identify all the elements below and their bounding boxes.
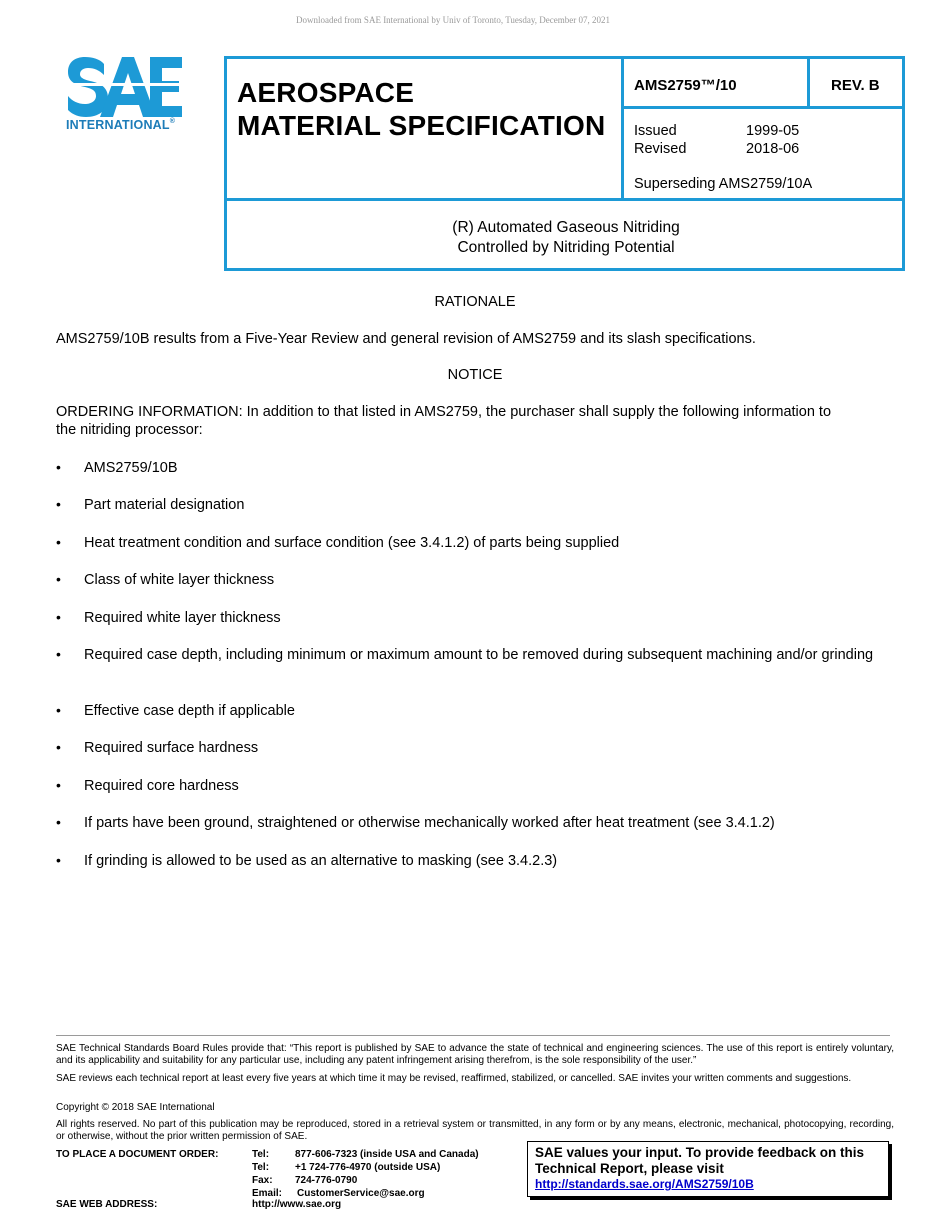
tel-value[interactable]: +1 724-776-4970 (outside USA) bbox=[295, 1162, 441, 1173]
feedback-box bbox=[527, 1141, 889, 1197]
fax-value: 724-776-0790 bbox=[295, 1175, 358, 1186]
order-label: TO PLACE A DOCUMENT ORDER: bbox=[56, 1149, 219, 1160]
doc-title bbox=[237, 76, 605, 142]
board-rules-text: SAE Technical Standards Board Rules provide that: “This report is published by SAE to advance the state of technical and engineering sciences. The use of this report is entirely voluntary, and its applicability and suitability for any particular use, including any patent infringement arising therefrom, is the sole responsibility of the user.” bbox=[56, 1043, 894, 1066]
tel-value[interactable]: 877-606-7323 (inside USA and Canada) bbox=[295, 1149, 479, 1160]
revised-date: 2018-06 bbox=[746, 141, 800, 157]
sae-logo bbox=[66, 56, 188, 136]
footer-divider bbox=[56, 1035, 890, 1036]
logo-subtitle: INTERNATIONAL® bbox=[66, 118, 176, 132]
notice-heading: NOTICE bbox=[447, 367, 503, 383]
subject bbox=[227, 218, 905, 258]
subject-line2: Controlled by Nitriding Potential bbox=[457, 239, 675, 256]
copyright-text: Copyright © 2018 SAE International bbox=[56, 1102, 215, 1113]
issued-label: Issued bbox=[634, 123, 677, 139]
doc-title-line2: MATERIAL SPECIFICATION bbox=[237, 110, 606, 141]
review-policy-text: SAE reviews each technical report at least every five years at which time it may be revised, reaffirmed, stabilized, or cancelled. SAE invites your written comments and suggestions. bbox=[56, 1073, 852, 1084]
document-number: AMS2759™/10 bbox=[634, 77, 737, 94]
header-divider bbox=[621, 56, 624, 201]
tel-label: Tel: bbox=[252, 1149, 270, 1160]
fax-label: Fax: bbox=[252, 1175, 273, 1186]
ordering-line: ORDERING INFORMATION: In addition to that listed in AMS2759, the purchaser shall supply the following information to bbox=[56, 404, 832, 420]
rights-text: All rights reserved. No part of this publication may be reproduced, stored in a retrieval system or transmitted, in any form or by any means, electronic, mechanical, photocopying, recording, or otherwise, without the prior written permission of SAE. bbox=[56, 1119, 894, 1142]
header-divider bbox=[224, 198, 905, 201]
rationale-heading: RATIONALE bbox=[434, 294, 516, 310]
subject-line1: (R) Automated Gaseous Nitriding bbox=[452, 219, 680, 236]
rationale-text: AMS2759/10B results from a Five-Year Review and general revision of AMS2759 and its slash specifications. bbox=[56, 331, 756, 347]
doc-title-line1: AEROSPACE bbox=[237, 77, 415, 108]
feedback-text: Technical Report, please visit bbox=[535, 1161, 724, 1176]
ordering-information bbox=[56, 403, 894, 439]
feedback-text: SAE values your input. To provide feedback on this bbox=[535, 1145, 865, 1160]
web-label: SAE WEB ADDRESS: bbox=[56, 1199, 158, 1210]
sae-logo-mark bbox=[66, 56, 184, 118]
header-divider bbox=[807, 56, 810, 108]
issued-date: 1999-05 bbox=[746, 123, 800, 139]
feedback-link[interactable]: http://standards.sae.org/AMS2759/10B bbox=[535, 1177, 754, 1191]
header-divider bbox=[621, 106, 905, 109]
ordering-line: the nitriding processor: bbox=[56, 422, 203, 438]
download-note: Downloaded from SAE International by Univ of Toronto, Tuesday, December 07, 2021 bbox=[295, 15, 611, 25]
revised-label: Revised bbox=[634, 141, 687, 157]
email-label: Email: bbox=[252, 1188, 283, 1199]
superseding-note: Superseding AMS2759/10A bbox=[634, 176, 813, 192]
web-link[interactable]: http://www.sae.org bbox=[252, 1199, 342, 1210]
email-value[interactable]: CustomerService@sae.org bbox=[297, 1188, 425, 1199]
revision-label: REV. B bbox=[831, 77, 880, 94]
tel-label: Tel: bbox=[252, 1162, 270, 1173]
